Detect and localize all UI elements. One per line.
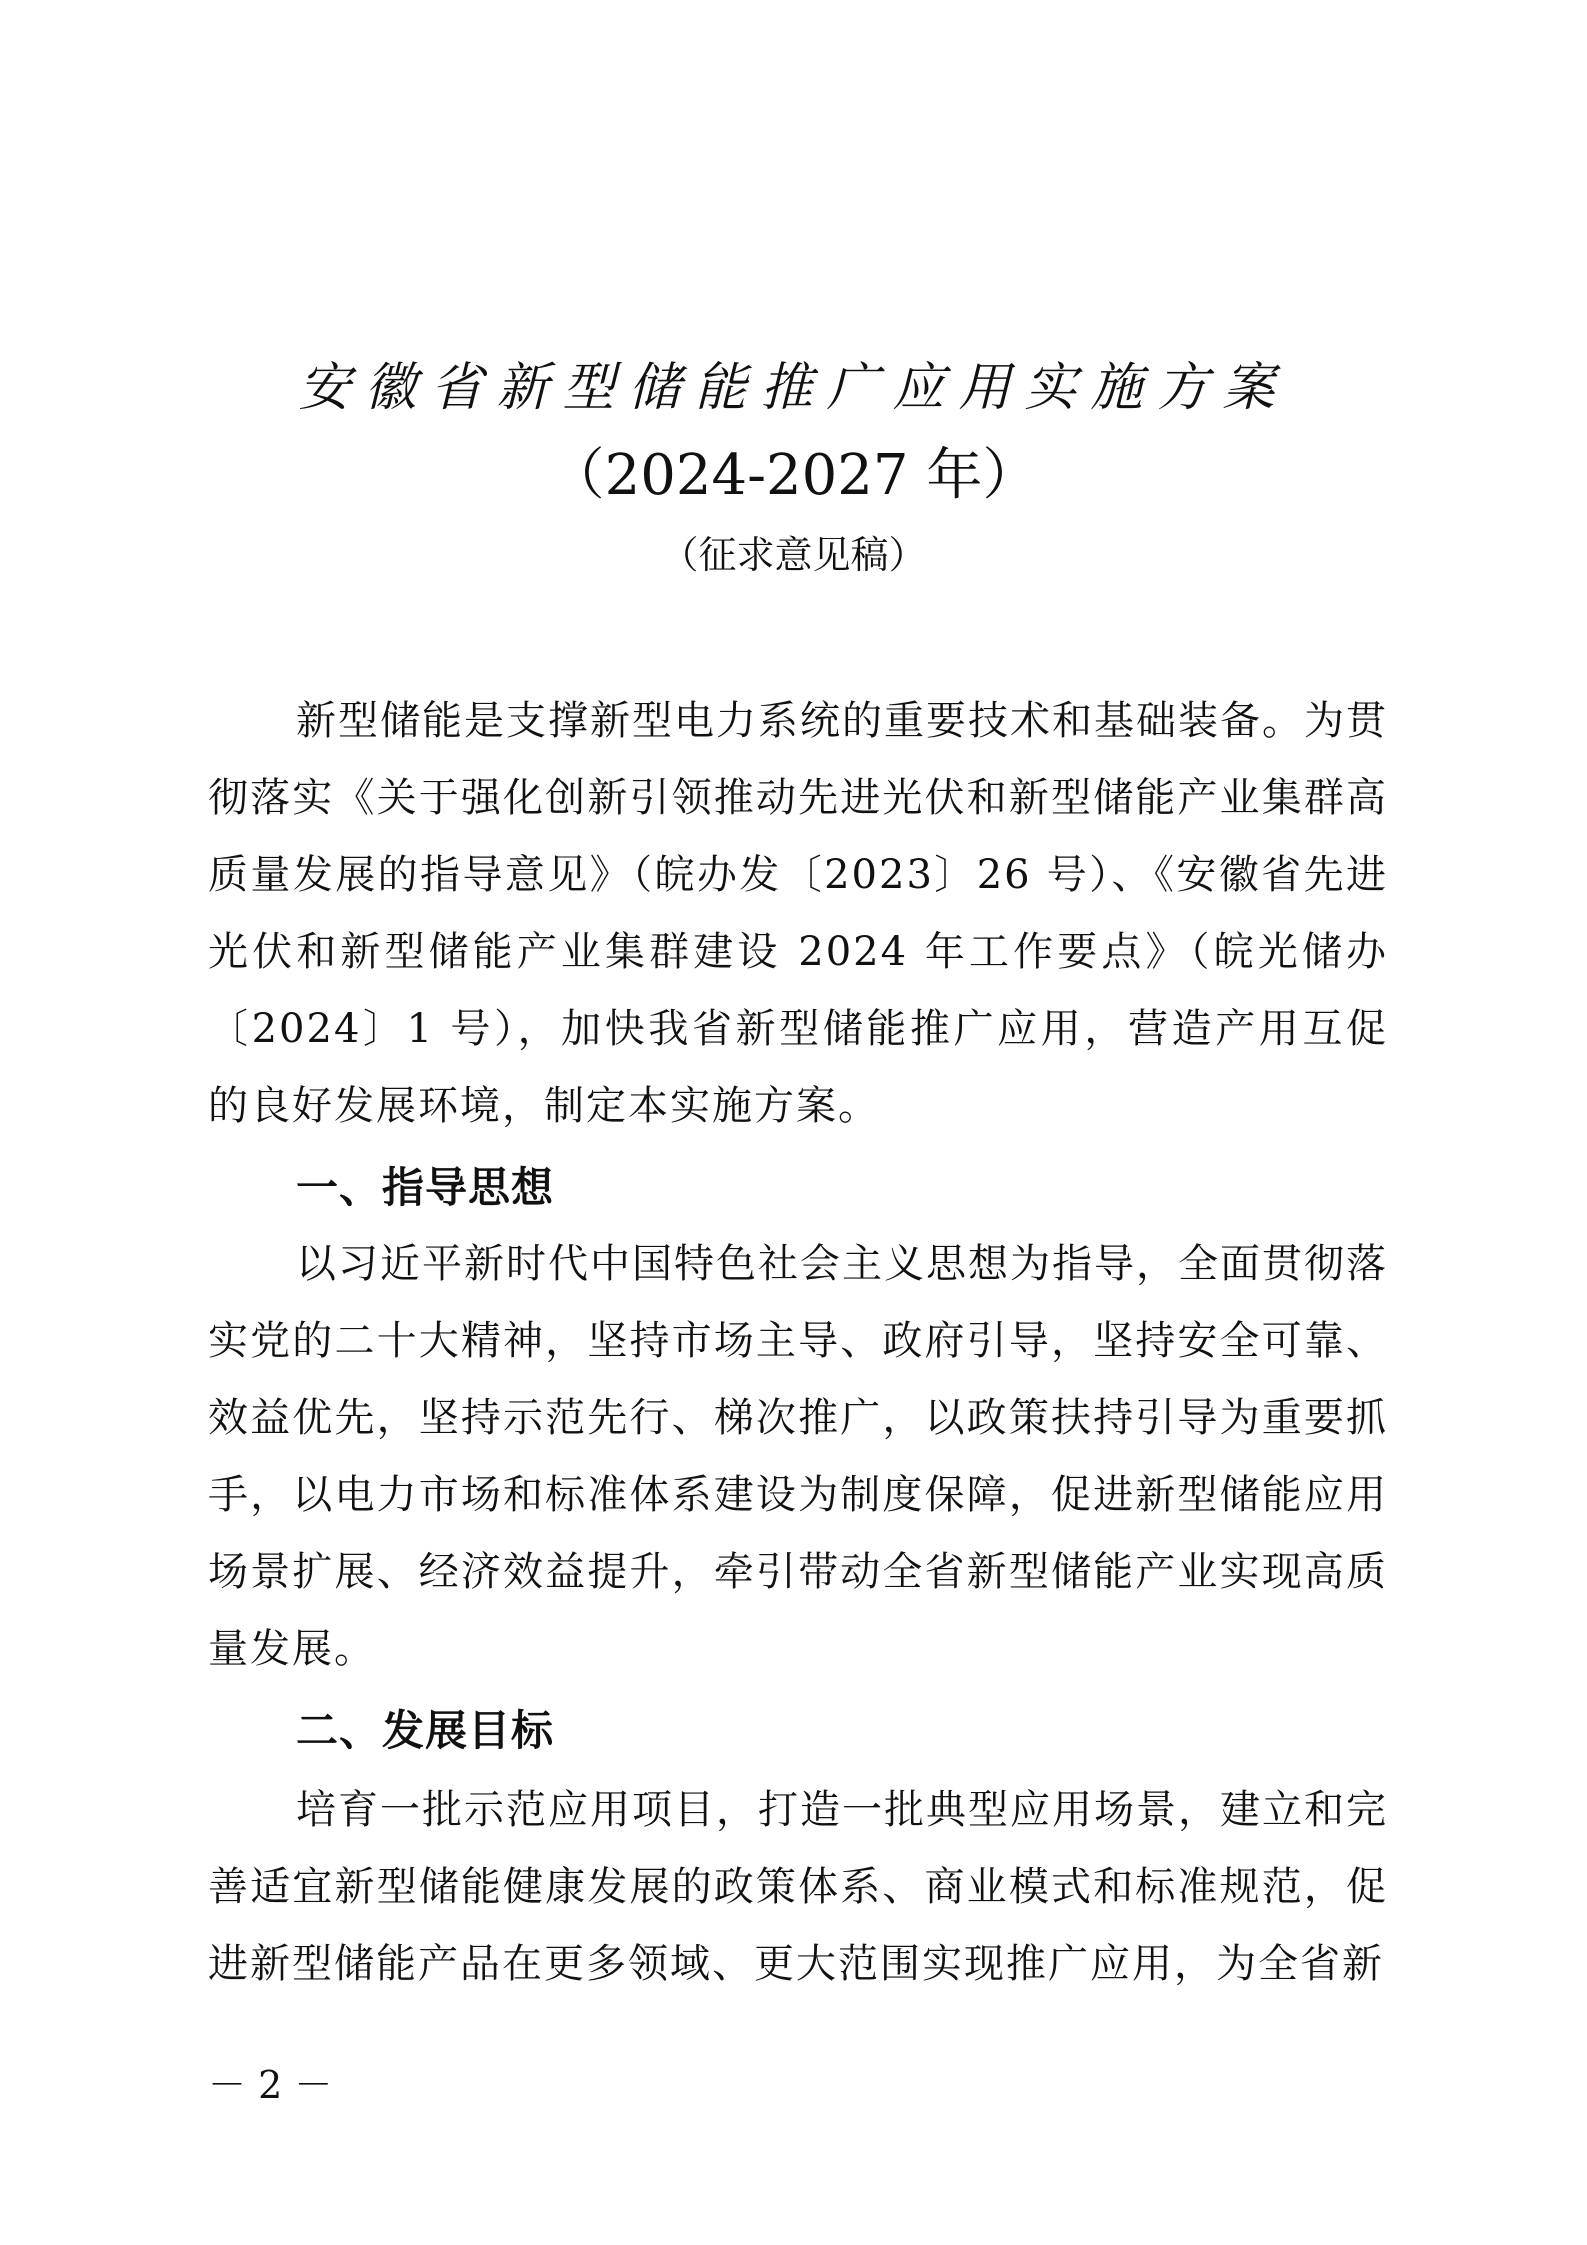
document-title: 安徽省新型储能推广应用实施方案 bbox=[298, 358, 1289, 418]
section-heading-guiding-ideology: 一、指导思想 bbox=[296, 1163, 555, 1212]
section-heading-development-goals: 二、发展目标 bbox=[296, 1706, 555, 1755]
section-paragraph-guiding-ideology: 以习近平新时代中国特色社会主义思想为指导，全面贯彻落实党的二十大精神，坚持市场主导、政府引导，坚持安全可靠、效益优先，坚持示范先行、梯次推广，以政策扶持引导为重要抓手，以电力市场和标准体系建设为制度保障，促进新型储能应用场景扩展、经济效益提升，牵引带动全省新型储能产业实现高质量发展。 bbox=[208, 1241, 1388, 1672]
draft-note: （征求意见稿） bbox=[660, 533, 927, 577]
page-number: － 2 － bbox=[208, 2063, 333, 2107]
intro-paragraph: 新型储能是支撑新型电力系统的重要技术和基础装备。为贯彻落实《关于强化创新引领推动先进光伏和新型储能产业集群高质量发展的指导意见》（皖办发〔2023〕26 号）、《安徽省先进光伏和新型储能产业集群建设 2024 年工作要点》（皖光储办〔2024〕1 号），加快我省新型储能推广应用，营造产用互促的良好发展环境，制定本实施方案。 bbox=[208, 698, 1388, 1129]
section-paragraph-development-goals: 培育一批示范应用项目，打造一批典型应用场景，建立和完善适宜新型储能健康发展的政策体系、商业模式和标准规范，促进新型储能产品在更多领域、更大范围实现推广应用，为全省新 bbox=[208, 1787, 1388, 1987]
document-years: （2024-2027 年） bbox=[548, 443, 1039, 508]
